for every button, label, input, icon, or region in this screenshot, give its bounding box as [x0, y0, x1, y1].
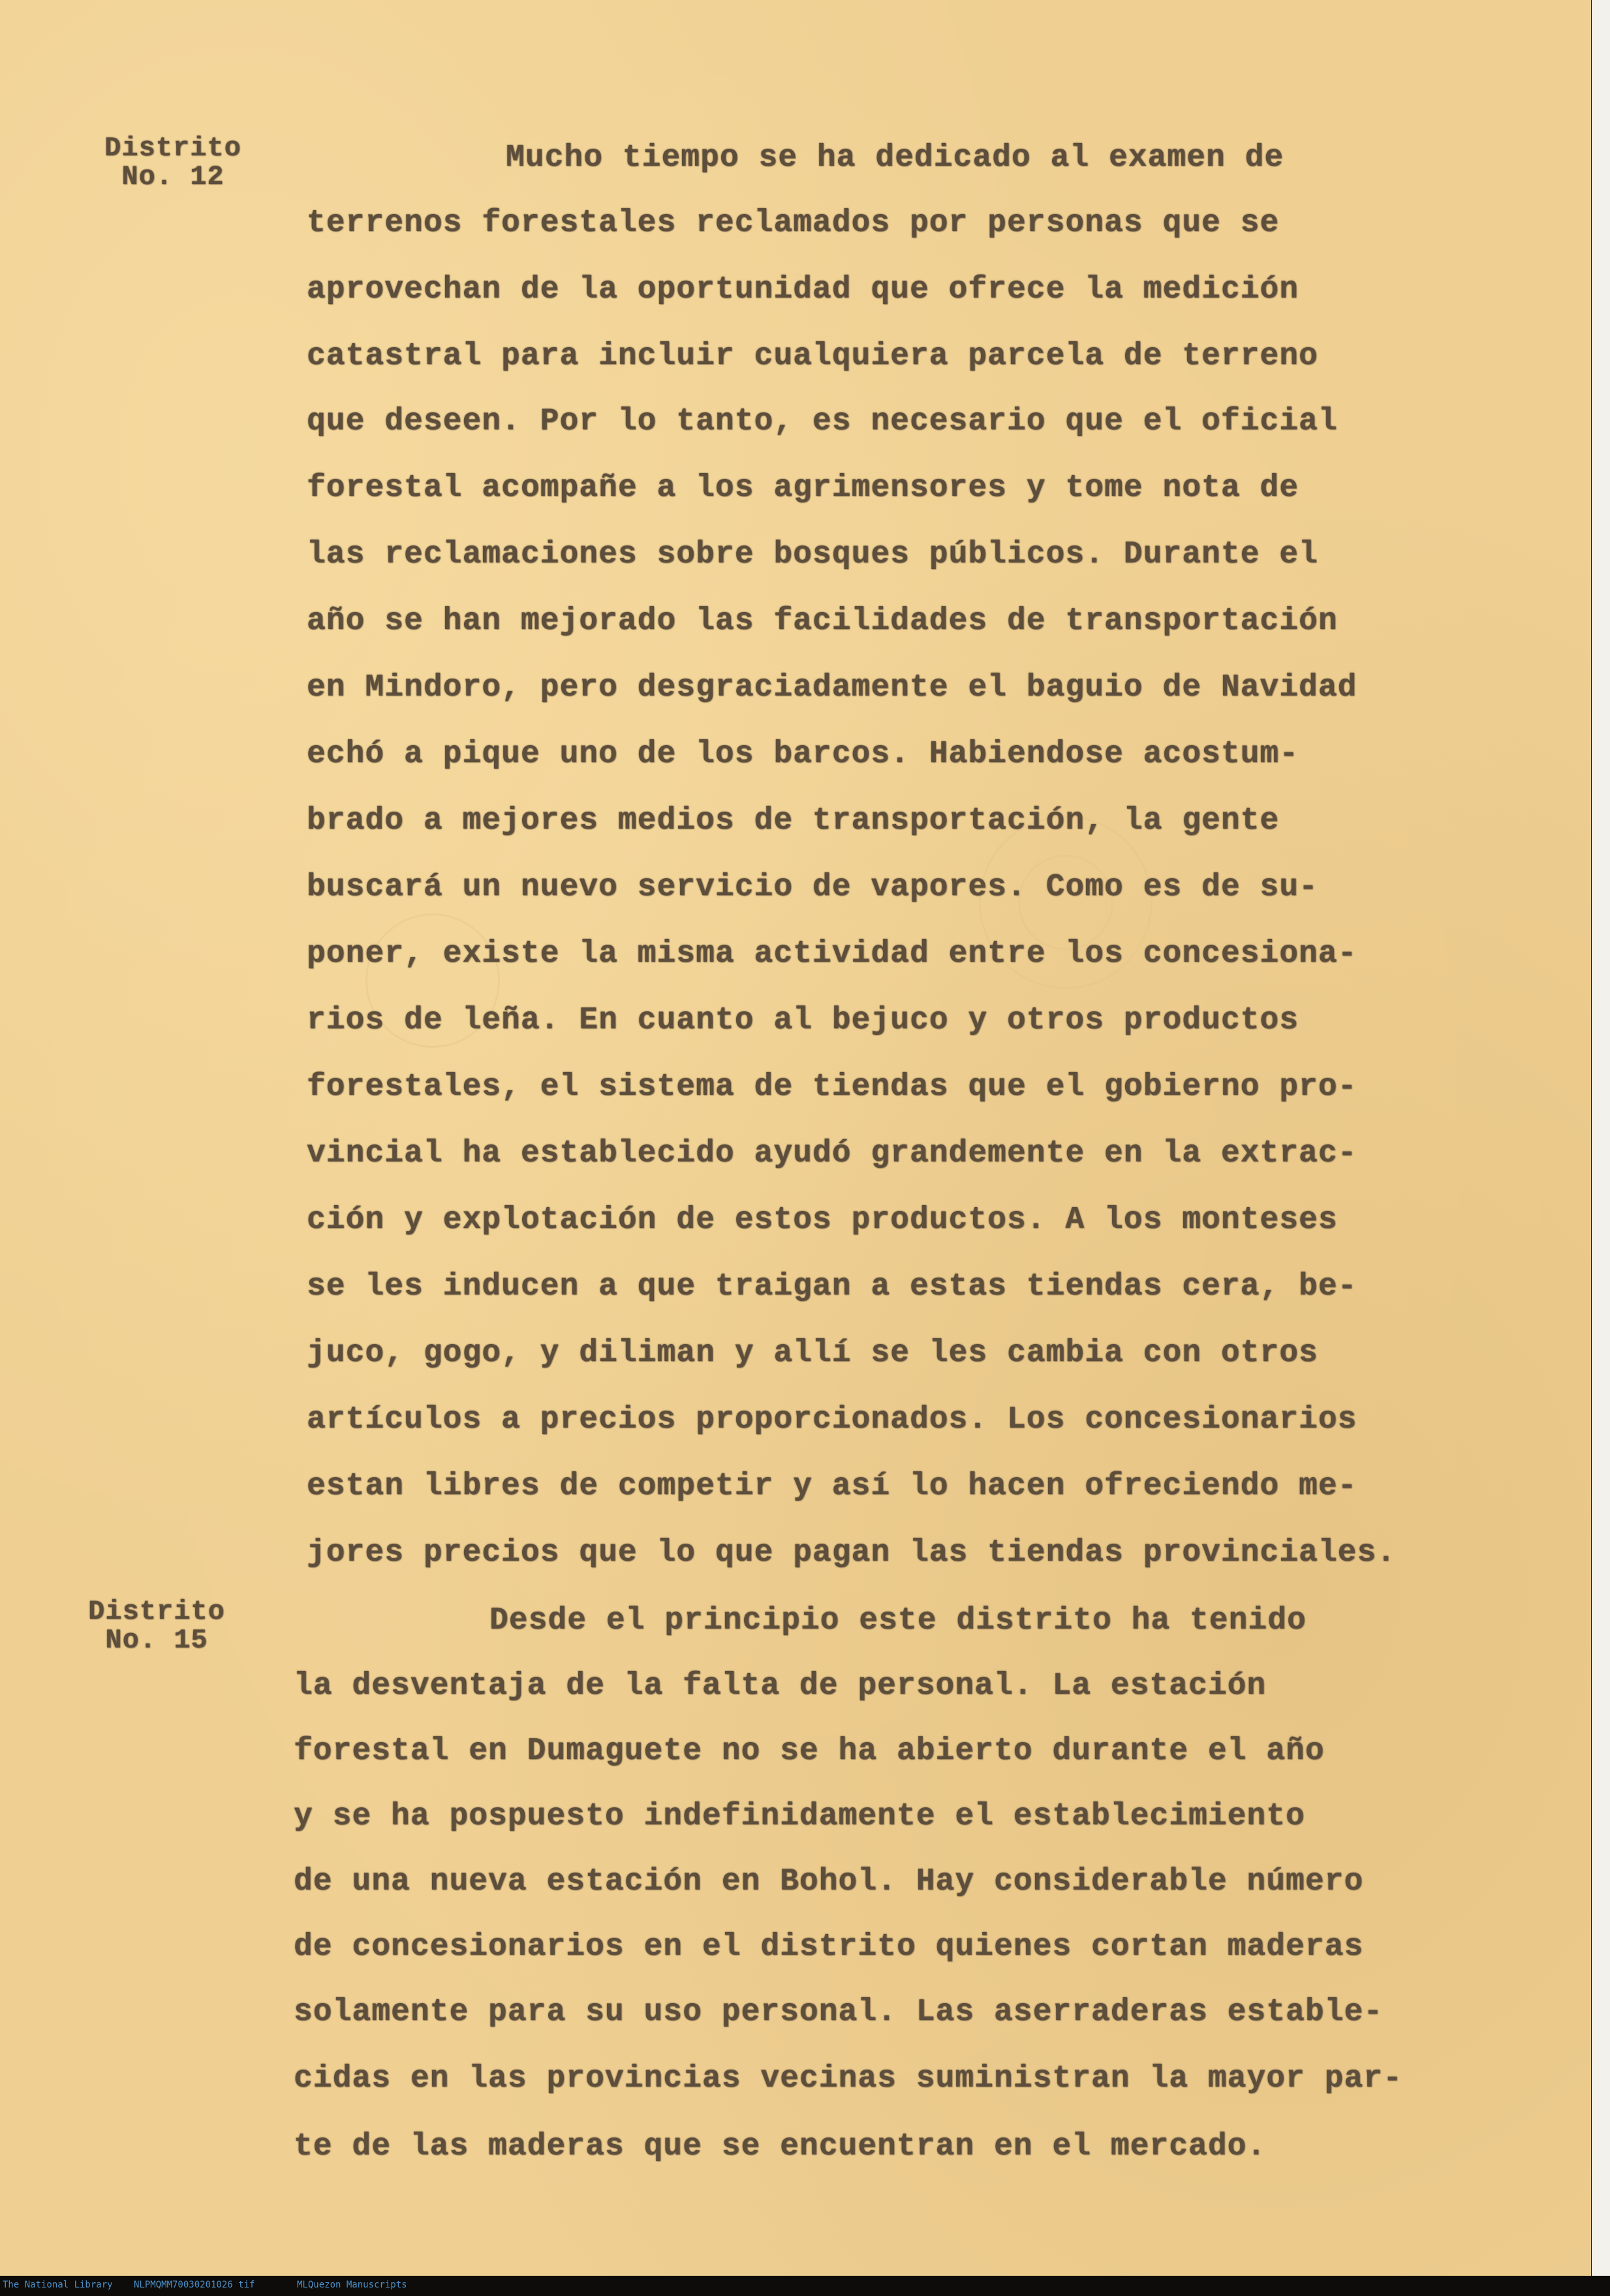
- district-15-line: cidas en las provincias vecinas suministran la mayor par-: [294, 2061, 1402, 2096]
- district-12-line: artículos a precios proporcionados. Los concesionarios: [307, 1402, 1357, 1437]
- district-15-line: de concesionarios en el distrito quienes cortan maderas: [294, 1929, 1364, 1965]
- district-15-line: solamente para su uso personal. Las aserraderas estable-: [294, 1995, 1384, 2030]
- scan-edge: [1592, 0, 1610, 2296]
- district-15-line: la desventaja de la falta de personal. La estación: [294, 1668, 1267, 1704]
- district-12-line: Mucho tiempo se ha dedicado al examen de: [506, 140, 1284, 176]
- district-12-line: que deseen. Por lo tanto, es necesario que el oficial: [307, 404, 1338, 439]
- district-12-line: echó a pique uno de los barcos. Habiendose acostum-: [307, 737, 1299, 772]
- district-12-label-line1: Distrito: [104, 132, 241, 164]
- district-15-line: de una nueva estación en Bohol. Hay considerable número: [294, 1864, 1364, 1899]
- district-15-line: te de las maderas que se encuentran en el mercado.: [294, 2129, 1267, 2164]
- district-15-line: forestal en Dumaguete no se ha abierto durante el año: [294, 1734, 1325, 1769]
- district-15-line: Desde el principio este distrito ha tenido: [489, 1603, 1307, 1638]
- district-15-label-line1: Distrito: [88, 1596, 225, 1627]
- district-12-line: aprovechan de la oportunidad que ofrece la medición: [307, 272, 1299, 307]
- archive-footer: [0, 2276, 1610, 2296]
- footer-collection: MLQuezon Manuscripts: [297, 2280, 407, 2290]
- district-12-line: catastral para incluir cualquiera parcela de terreno: [307, 339, 1318, 374]
- district-12-line: poner, existe la misma actividad entre los concesiona-: [307, 936, 1357, 972]
- district-12-line: forestal acompañe a los agrimensores y tome nota de: [307, 470, 1299, 506]
- district-12-line: forestales, el sistema de tiendas que el gobierno pro-: [307, 1069, 1357, 1105]
- district-12-line: vincial ha establecido ayudó grandemente en la extrac-: [307, 1136, 1357, 1171]
- district-12-line: jores precios que lo que pagan las tiendas provinciales.: [307, 1535, 1397, 1570]
- district-12-line: rios de leña. En cuanto al bejuco y otros productos: [307, 1003, 1299, 1038]
- footer-library: The National Library: [3, 2280, 113, 2290]
- district-15-label-line2: No. 15: [105, 1625, 208, 1656]
- district-12-line: buscará un nuevo servicio de vapores. Como es de su-: [307, 870, 1318, 905]
- district-12-line: año se han mejorado las facilidades de transportación: [307, 604, 1338, 639]
- district-15-line: y se ha pospuesto indefinidamente el establecimiento: [294, 1799, 1305, 1834]
- district-12-label: [88, 134, 258, 191]
- district-12-label-line2: No. 12: [121, 161, 224, 192]
- district-12-line: brado a mejores medios de transportación, la gente: [307, 803, 1280, 838]
- district-15-label: [72, 1597, 241, 1655]
- district-12-line: se les inducen a que traigan a estas tiendas cera, be-: [307, 1269, 1357, 1304]
- district-12-line: terrenos forestales reclamados por personas que se: [307, 206, 1280, 241]
- district-12-line: estan libres de competir y así lo hacen ofreciendo me-: [307, 1469, 1357, 1504]
- district-12-line: las reclamaciones sobre bosques públicos. Durante el: [307, 537, 1318, 572]
- district-12-line: ción y explotación de estos productos. A los monteses: [307, 1202, 1338, 1238]
- district-12-line: en Mindoro, pero desgraciadamente el baguio de Navidad: [307, 670, 1357, 705]
- district-12-line: juco, gogo, y diliman y allí se les cambia con otros: [307, 1336, 1318, 1371]
- footer-file: NLPMQMM70030201026 tif: [134, 2280, 255, 2290]
